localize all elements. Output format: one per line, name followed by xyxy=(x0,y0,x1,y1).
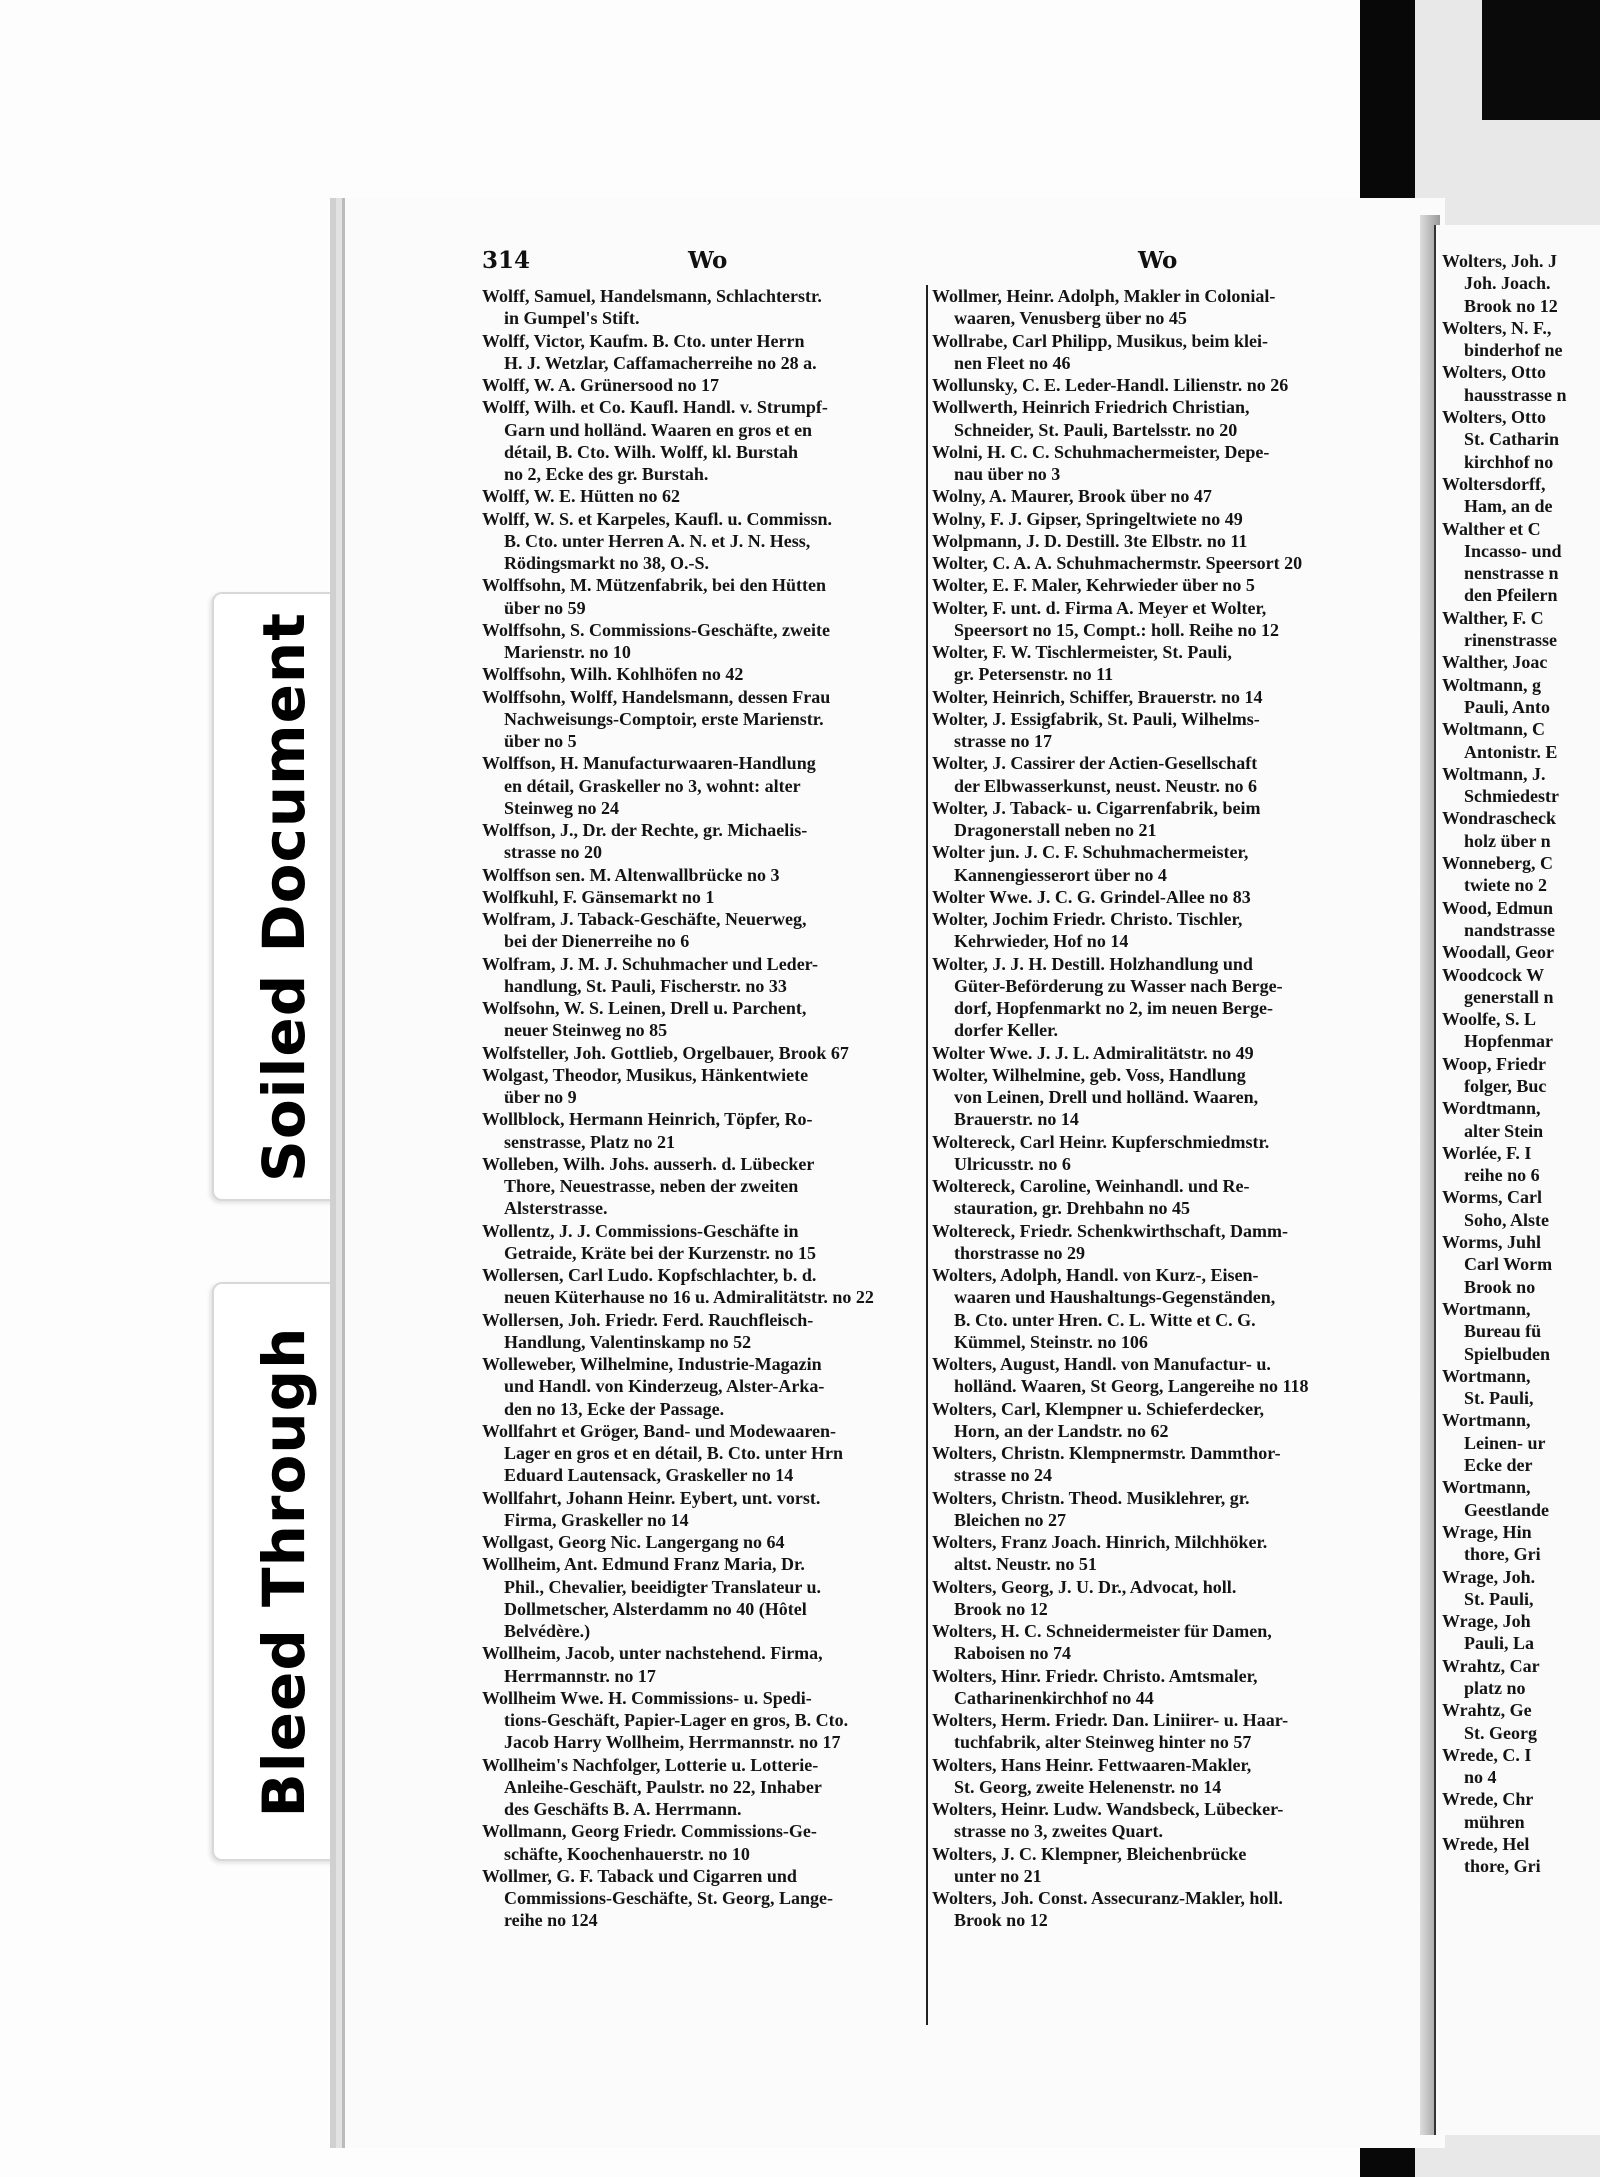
directory-line: Dragonerstall neben no 21 xyxy=(954,820,1157,840)
directory-line: folger, Buc xyxy=(1464,1075,1547,1096)
directory-line: B. Cto. unter Hren. C. L. Witte et C. G. xyxy=(954,1309,1256,1330)
next-page-column xyxy=(1442,250,1600,1878)
directory-line: Wolters, Christn. Klempnermstr. Dammthor- xyxy=(932,1443,1281,1463)
directory-line: Wolleben, Wilh. Johs. ausserh. d. Lübecker xyxy=(482,1153,815,1174)
directory-line: Wollmer, G. F. Taback und Cigarren und xyxy=(482,1865,797,1886)
directory-line: nenstrasse n xyxy=(1464,563,1559,584)
directory-line: waaren, Venusberg über no 45 xyxy=(954,308,1187,329)
directory-line: Wolters, Otto xyxy=(1442,407,1546,428)
directory-line: Wolff, Victor, Kaufm. B. Cto. unter Herrn xyxy=(482,330,805,351)
directory-line: handlung, St. Pauli, Fischerstr. no 33 xyxy=(504,975,787,996)
directory-line: Horn, an der Landstr. no 62 xyxy=(954,1420,1169,1441)
directory-line: Schneider, St. Pauli, Bartelsstr. no 20 xyxy=(954,419,1238,440)
directory-line: Rödingsmarkt no 38, O.-S. xyxy=(504,553,710,573)
directory-line: Wolter, Heinrich, Schiffer, Brauerstr. no 14 xyxy=(932,686,1263,707)
directory-line: Wortmann, xyxy=(1442,1365,1531,1386)
directory-line: Lager en gros et en détail, B. Cto. unter Hrn xyxy=(504,1443,843,1463)
directory-line: über no 9 xyxy=(504,1087,577,1107)
directory-line: dorfer Keller. xyxy=(954,1020,1058,1041)
directory-line: schäfte, Koochenhauerstr. no 10 xyxy=(504,1843,750,1864)
directory-line: Wolter, E. F. Maler, Kehrwieder über no 5 xyxy=(932,575,1255,596)
directory-line: Leinen- ur xyxy=(1464,1432,1546,1453)
directory-line: waaren und Haushaltungs-Gegenständen, xyxy=(954,1287,1276,1308)
directory-line: Pauli, Anto xyxy=(1464,696,1551,717)
directory-line: Wolffson, J., Dr. der Rechte, gr. Michaelis- xyxy=(482,820,808,840)
tab-soiled-document[interactable] xyxy=(212,592,354,1201)
directory-line: Wollersen, Carl Ludo. Kopfschlachter, b. d. xyxy=(482,1265,817,1285)
directory-line: Carl Worm xyxy=(1464,1254,1553,1275)
directory-line: den Pfeilern xyxy=(1464,585,1558,606)
directory-line: Phil., Chevalier, beeidigter Translateur u. xyxy=(504,1576,822,1597)
directory-line: Wolters, Joh. Const. Assecuranz-Makler, holl. xyxy=(932,1888,1283,1908)
directory-line: tuchfabrik, alter Steinweg hinter no 57 xyxy=(954,1732,1252,1753)
directory-line: Spielbuden xyxy=(1464,1343,1551,1364)
directory-line: reihe no 6 xyxy=(1464,1165,1540,1186)
directory-line: Brook no 12 xyxy=(954,1598,1048,1619)
directory-line: kirchhof no xyxy=(1464,451,1554,472)
directory-line: no 2, Ecke des gr. Burstah. xyxy=(504,464,709,484)
directory-line: platz no xyxy=(1464,1678,1526,1698)
directory-line: Kümmel, Steinstr. no 106 xyxy=(954,1331,1148,1352)
left-column xyxy=(482,285,924,1932)
directory-line: Steinweg no 24 xyxy=(504,797,620,818)
directory-line: Commissions-Geschäfte, St. Georg, Lange- xyxy=(504,1888,833,1908)
directory-line: Worms, Juhl xyxy=(1442,1232,1542,1253)
directory-line: Wrede, C. I xyxy=(1442,1744,1532,1765)
directory-line: reihe no 124 xyxy=(504,1910,598,1931)
directory-line: Wolfram, J. Taback-Geschäfte, Neuerweg, xyxy=(482,909,807,929)
directory-line: senstrasse, Platz no 21 xyxy=(504,1131,675,1152)
directory-line: Incasso- und xyxy=(1464,540,1562,561)
directory-line: Wolny, A. Maurer, Brook über no 47 xyxy=(932,486,1212,507)
directory-line: holländ. Waaren, St Georg, Langereihe no 118 xyxy=(954,1376,1309,1397)
directory-line: Wordtmann, xyxy=(1442,1098,1541,1119)
directory-line: in Gumpel's Stift. xyxy=(504,308,640,329)
right-column xyxy=(932,285,1374,1932)
directory-line: tions-Geschäft, Papier-Lager en gros, B. Cto. xyxy=(504,1710,849,1730)
directory-line: Handlung, Valentinskamp no 52 xyxy=(504,1331,752,1352)
directory-line: Wolters, Joh. J xyxy=(1442,251,1557,271)
directory-line: St. Pauli, xyxy=(1464,1388,1534,1409)
directory-line: Wolffsohn, S. Commissions-Geschäfte, zweite xyxy=(482,619,830,640)
directory-line: hausstrasse n xyxy=(1464,384,1567,405)
directory-line: Brook no xyxy=(1464,1276,1536,1297)
directory-line: Dollmetscher, Alsterdamm no 40 (Hôtel xyxy=(504,1598,807,1619)
directory-line: thorstrasse no 29 xyxy=(954,1242,1085,1263)
directory-line: Wolter jun. J. C. F. Schuhmachermeister, xyxy=(932,842,1249,863)
directory-line: Wolfkuhl, F. Gänsemarkt no 1 xyxy=(482,886,715,907)
directory-line: stauration, gr. Drehbahn no 45 xyxy=(954,1198,1191,1219)
directory-line: über no 5 xyxy=(504,731,577,751)
directory-line: mühren xyxy=(1464,1811,1525,1832)
directory-line: Speersort no 15, Compt.: holl. Reihe no 12 xyxy=(954,619,1279,640)
directory-line: Wolfsohn, W. S. Leinen, Drell u. Parchent, xyxy=(482,998,807,1018)
directory-line: Woltmann, g xyxy=(1442,674,1542,695)
directory-line: Wrahtz, Ge xyxy=(1442,1700,1532,1721)
directory-line: und Handl. von Kinderzeug, Alster-Arka- xyxy=(504,1376,825,1397)
page-number: 314 xyxy=(482,247,531,274)
tab-soiled-label: Soiled Document xyxy=(250,611,318,1182)
directory-line: Wolter Wwe. J. C. G. Grindel-Allee no 83 xyxy=(932,886,1251,907)
directory-line: Wolffson sen. M. Altenwallbrücke no 3 xyxy=(482,864,780,885)
directory-line: nandstrasse xyxy=(1464,919,1556,940)
directory-line: Garn und holländ. Waaren en gros et en xyxy=(504,419,813,440)
directory-line: Jacob Harry Wollheim, Herrmannstr. no 17 xyxy=(504,1732,841,1753)
directory-line: Raboisen no 74 xyxy=(954,1643,1072,1664)
directory-line: Wolters, Franz Joach. Hinrich, Milchhöker. xyxy=(932,1532,1268,1552)
header-left: Wo xyxy=(688,247,728,274)
directory-line: Alsterstrasse. xyxy=(504,1198,608,1219)
directory-line: Wolff, Wilh. et Co. Kaufl. Handl. v. Strumpf- xyxy=(482,397,828,418)
directory-line: Nachweisungs-Comptoir, erste Marienstr. xyxy=(504,708,824,729)
directory-line: Wolff, W. S. et Karpeles, Kaufl. u. Commissn. xyxy=(482,508,833,529)
directory-line: Wolffson, H. Manufacturwaaren-Handlung xyxy=(482,753,816,774)
directory-line: Wolfram, J. M. J. Schuhmacher und Leder- xyxy=(482,953,818,974)
directory-line: Anleihe-Geschäft, Paulstr. no 22, Inhaber xyxy=(504,1776,822,1797)
directory-line: Getraide, Kräte bei der Kurzenstr. no 15 xyxy=(504,1242,816,1263)
directory-line: Wollheim's Nachfolger, Lotterie u. Lotterie- xyxy=(482,1754,819,1775)
directory-line: bei der Dienerreihe no 6 xyxy=(504,931,690,952)
directory-line: Güter-Beförderung zu Wasser nach Berge- xyxy=(954,975,1283,996)
directory-line: Wondrascheck xyxy=(1442,808,1557,829)
directory-line: Wollentz, J. J. Commissions-Geschäfte in xyxy=(482,1220,799,1241)
directory-line: Marienstr. no 10 xyxy=(504,642,631,662)
directory-line: strasse no 3, zweites Quart. xyxy=(954,1821,1163,1842)
directory-line: Woltereck, Friedr. Schenkwirthschaft, Damm- xyxy=(932,1220,1288,1241)
directory-line: Wolters, H. C. Schneidermeister für Damen, xyxy=(932,1621,1272,1641)
directory-line: Pauli, La xyxy=(1464,1633,1535,1654)
directory-line: Wolleweber, Wilhelmine, Industrie-Magazin xyxy=(482,1354,822,1374)
directory-line: Wolters, N. F., xyxy=(1442,317,1552,338)
directory-line: détail, B. Cto. Wilh. Wolff, kl. Burstah xyxy=(504,441,799,462)
directory-line: Wollwerth, Heinrich Friedrich Christian, xyxy=(932,397,1250,418)
directory-line: Kehrwieder, Hof no 14 xyxy=(954,931,1129,952)
header-right: Wo xyxy=(1138,247,1178,274)
directory-line: Wrede, Chr xyxy=(1442,1789,1534,1810)
directory-line: über no 59 xyxy=(504,597,586,618)
directory-line: Wollunsky, C. E. Leder-Handl. Lilienstr. no 26 xyxy=(932,375,1289,395)
directory-line: Wolny, F. J. Gipser, Springeltwiete no 49 xyxy=(932,508,1243,529)
directory-line: Catharinenkirchhof no 44 xyxy=(954,1687,1154,1708)
directory-line: Woodall, Geor xyxy=(1442,942,1554,963)
directory-line: alter Stein xyxy=(1464,1120,1544,1141)
directory-line: Wolter, J. Cassirer der Actien-Gesellschaft xyxy=(932,753,1258,774)
directory-line: Wolters, August, Handl. von Manufactur- u. xyxy=(932,1354,1271,1374)
directory-line: Woolfe, S. L xyxy=(1442,1009,1537,1030)
directory-line: Wollheim Wwe. H. Commissions- u. Spedi- xyxy=(482,1687,812,1708)
directory-line: Wollmer, Heinr. Adolph, Makler in Colonial- xyxy=(932,286,1276,306)
directory-line: Schmiedestr xyxy=(1464,786,1559,807)
directory-line: Kannengiesserort über no 4 xyxy=(954,864,1167,885)
directory-line: strasse no 17 xyxy=(954,731,1052,751)
directory-line: Wolter, J. Essigfabrik, St. Pauli, Wilhelms- xyxy=(932,708,1260,729)
directory-line: Joh. Joach. xyxy=(1464,273,1551,294)
directory-line: Wolff, W. E. Hütten no 62 xyxy=(482,486,681,507)
directory-line: St. Catharin xyxy=(1464,429,1560,450)
directory-line: strasse no 20 xyxy=(504,842,602,863)
directory-line: B. Cto. unter Herren A. N. et J. N. Hess, xyxy=(504,530,811,551)
directory-line: St. Georg, zweite Helenenstr. no 14 xyxy=(954,1776,1222,1797)
directory-line: Wolni, H. C. C. Schuhmachermeister, Depe- xyxy=(932,441,1270,462)
directory-line: Wollersen, Joh. Friedr. Ferd. Rauchfleisch- xyxy=(482,1309,814,1330)
directory-line: Wollrabe, Carl Philipp, Musikus, beim klei- xyxy=(932,330,1269,351)
directory-line: Wortmann, xyxy=(1442,1298,1531,1319)
directory-line: Wolter, J. Taback- u. Cigarrenfabrik, beim xyxy=(932,797,1261,818)
directory-line: Soho, Alste xyxy=(1464,1209,1550,1230)
directory-line: Worlée, F. I xyxy=(1442,1142,1532,1163)
directory-line: Antonistr. E xyxy=(1464,741,1558,762)
directory-line: Woodcock W xyxy=(1442,964,1545,985)
directory-line: Wolffsohn, Wilh. Kohlhöfen no 42 xyxy=(482,664,744,685)
tab-bleed-through[interactable] xyxy=(212,1282,354,1861)
directory-line: St. Pauli, xyxy=(1464,1588,1534,1609)
directory-line: Wolter, Jochim Friedr. Christo. Tischler, xyxy=(932,909,1243,929)
directory-line: Woltereck, Carl Heinr. Kupferschmiedmstr. xyxy=(932,1131,1270,1152)
directory-line: Herrmannstr. no 17 xyxy=(504,1665,656,1686)
directory-line: thore, Gri xyxy=(1464,1544,1541,1565)
directory-line: Wood, Edmun xyxy=(1442,897,1554,918)
directory-line: Wolters, Hans Heinr. Fettwaaren-Makler, xyxy=(932,1754,1252,1775)
directory-line: Wrede, Hel xyxy=(1442,1834,1530,1855)
directory-line: Wolpmann, J. D. Destill. 3te Elbstr. no 11 xyxy=(932,530,1248,551)
directory-line: Woop, Friedr xyxy=(1442,1053,1546,1074)
directory-line: altst. Neustr. no 51 xyxy=(954,1554,1097,1575)
directory-line: Wolfsteller, Joh. Gottlieb, Orgelbauer, Brook 67 xyxy=(482,1042,849,1063)
directory-line: Wrahtz, Car xyxy=(1442,1655,1540,1676)
directory-line: Wolter, F. W. Tischlermeister, St. Pauli, xyxy=(932,642,1232,662)
directory-line: Wolff, Samuel, Handelsmann, Schlachterstr. xyxy=(482,286,822,306)
directory-line: Woltereck, Caroline, Weinhandl. und Re- xyxy=(932,1176,1250,1196)
directory-line: Walther, Joac xyxy=(1442,652,1548,673)
next-page-fragment xyxy=(1434,225,1600,2135)
directory-line: strasse no 24 xyxy=(954,1465,1052,1486)
directory-line: Ham, an de xyxy=(1464,496,1553,517)
directory-line: nen Fleet no 46 xyxy=(954,352,1071,373)
directory-line: H. J. Wetzlar, Caffamacherreihe no 28 a. xyxy=(504,352,817,373)
directory-line: Wolter, J. J. H. Destill. Holzhandlung und xyxy=(932,953,1253,974)
directory-line: Walther, F. C xyxy=(1442,607,1544,628)
directory-line: Brook no 12 xyxy=(1464,295,1558,316)
directory-line: en détail, Graskeller no 3, wohnt: alter xyxy=(504,775,801,796)
column-divider xyxy=(926,285,928,2025)
directory-line: Wolffsohn, Wolff, Handelsmann, dessen Frau xyxy=(482,686,831,707)
directory-line: Wolter, F. unt. d. Firma A. Meyer et Wolter, xyxy=(932,597,1267,618)
directory-line: Hopfenmar xyxy=(1464,1031,1553,1052)
directory-line: Firma, Graskeller no 14 xyxy=(504,1509,689,1530)
directory-line: Bleichen no 27 xyxy=(954,1509,1067,1530)
directory-line: Wolter, Wilhelmine, geb. Voss, Handlung xyxy=(932,1064,1246,1085)
directory-line: Wolters, Heinr. Ludw. Wandsbeck, Lübecker- xyxy=(932,1799,1284,1819)
directory-line: Wrage, Joh xyxy=(1442,1611,1531,1632)
directory-line: Wollfahrt, Johann Heinr. Eybert, unt. vorst. xyxy=(482,1487,821,1508)
directory-line: neuer Steinweg no 85 xyxy=(504,1020,668,1041)
directory-line: Woltmann, C xyxy=(1442,719,1546,740)
directory-line: neuen Küterhause no 16 u. Admiralitätstr. no 22 xyxy=(504,1287,874,1308)
directory-line: Wortmann, xyxy=(1442,1477,1531,1498)
directory-line: Wolters, J. C. Klempner, Bleichenbrücke xyxy=(932,1843,1247,1864)
directory-line: Wollblock, Hermann Heinrich, Töpfer, Ro- xyxy=(482,1109,813,1130)
directory-line: Geestlande xyxy=(1464,1499,1549,1520)
directory-line: generstall n xyxy=(1464,986,1554,1007)
directory-line: unter no 21 xyxy=(954,1865,1042,1886)
directory-line: Ecke der xyxy=(1464,1455,1533,1476)
directory-line: Wolters, Adolph, Handl. von Kurz-, Eisen- xyxy=(932,1265,1259,1285)
directory-line: Ulricusstr. no 6 xyxy=(954,1153,1071,1174)
directory-line: Wolffsohn, M. Mützenfabrik, bei den Hütten xyxy=(482,575,827,596)
directory-line: des Geschäfts B. A. Herrmann. xyxy=(504,1799,742,1819)
directory-line: den no 13, Ecke der Passage. xyxy=(504,1398,725,1419)
directory-line: Wollgast, Georg Nic. Langergang no 64 xyxy=(482,1532,785,1552)
directory-line: Wolters, Carl, Klempner u. Schieferdecker, xyxy=(932,1398,1264,1419)
directory-line: Wollheim, Ant. Edmund Franz Maria, Dr. xyxy=(482,1554,805,1575)
directory-line: no 4 xyxy=(1464,1767,1497,1788)
directory-line: nau über no 3 xyxy=(954,464,1061,484)
directory-line: Wolter Wwe. J. J. L. Admiralitätstr. no 49 xyxy=(932,1042,1254,1063)
directory-line: St. Georg xyxy=(1464,1722,1537,1743)
directory-line: Walther et C xyxy=(1442,518,1541,539)
directory-line: dorf, Hopfenmarkt no 2, im neuen Berge- xyxy=(954,998,1273,1018)
directory-line: Brauerstr. no 14 xyxy=(954,1109,1079,1130)
directory-line: Wolter, C. A. A. Schuhmachermstr. Speersort 20 xyxy=(932,553,1303,573)
directory-line: Woltersdorff, xyxy=(1442,473,1546,494)
directory-line: Wolters, Georg, J. U. Dr., Advocat, holl. xyxy=(932,1576,1237,1597)
tab-bleed-label: Bleed Through xyxy=(250,1326,318,1817)
directory-line: von Leinen, Drell und holländ. Waaren, xyxy=(954,1087,1259,1107)
directory-line: Eduard Lautensack, Graskeller no 14 xyxy=(504,1465,794,1486)
directory-line: Woltmann, J. xyxy=(1442,763,1546,784)
directory-line: Wrage, Hin xyxy=(1442,1521,1532,1542)
directory-line: Bureau fü xyxy=(1464,1321,1542,1342)
directory-line: Worms, Carl xyxy=(1442,1187,1542,1208)
directory-line: Wolters, Otto xyxy=(1442,362,1546,383)
directory-line: binderhof ne xyxy=(1464,340,1563,361)
scanner-black-corner xyxy=(1482,0,1600,120)
directory-line: thore, Gri xyxy=(1464,1856,1541,1877)
directory-line: Wolters, Herm. Friedr. Dan. Liniirer- u. Haar- xyxy=(932,1710,1289,1730)
directory-line: Wollmann, Georg Friedr. Commissions-Ge- xyxy=(482,1821,817,1842)
directory-line: Wolff, W. A. Grünersood no 17 xyxy=(482,375,720,395)
directory-line: gr. Petersenstr. no 11 xyxy=(954,664,1114,685)
directory-line: Wrage, Joh. xyxy=(1442,1566,1536,1587)
directory-line: Wortmann, xyxy=(1442,1410,1531,1431)
directory-line: Wolters, Christn. Theod. Musiklehrer, gr. xyxy=(932,1487,1250,1508)
directory-line: Thore, Neuestrasse, neben der zweiten xyxy=(504,1176,799,1196)
directory-line: Wollheim, Jacob, unter nachstehend. Firma, xyxy=(482,1643,823,1664)
directory-line: Wonneberg, C xyxy=(1442,853,1554,874)
directory-line: Wolters, Hinr. Friedr. Christo. Amtsmaler, xyxy=(932,1665,1258,1686)
directory-line: Wolgast, Theodor, Musikus, Hänkentwiete xyxy=(482,1064,809,1085)
directory-line: Brook no 12 xyxy=(954,1910,1048,1931)
directory-line: Belvédère.) xyxy=(504,1621,591,1641)
directory-line: Wollfahrt et Gröger, Band- und Modewaaren- xyxy=(482,1420,836,1441)
directory-line: twiete no 2 xyxy=(1464,875,1547,896)
directory-line: der Elbwasserkunst, neust. Neustr. no 6 xyxy=(954,775,1258,796)
directory-line: holz über n xyxy=(1464,830,1551,851)
directory-line: rinenstrasse xyxy=(1464,630,1557,651)
